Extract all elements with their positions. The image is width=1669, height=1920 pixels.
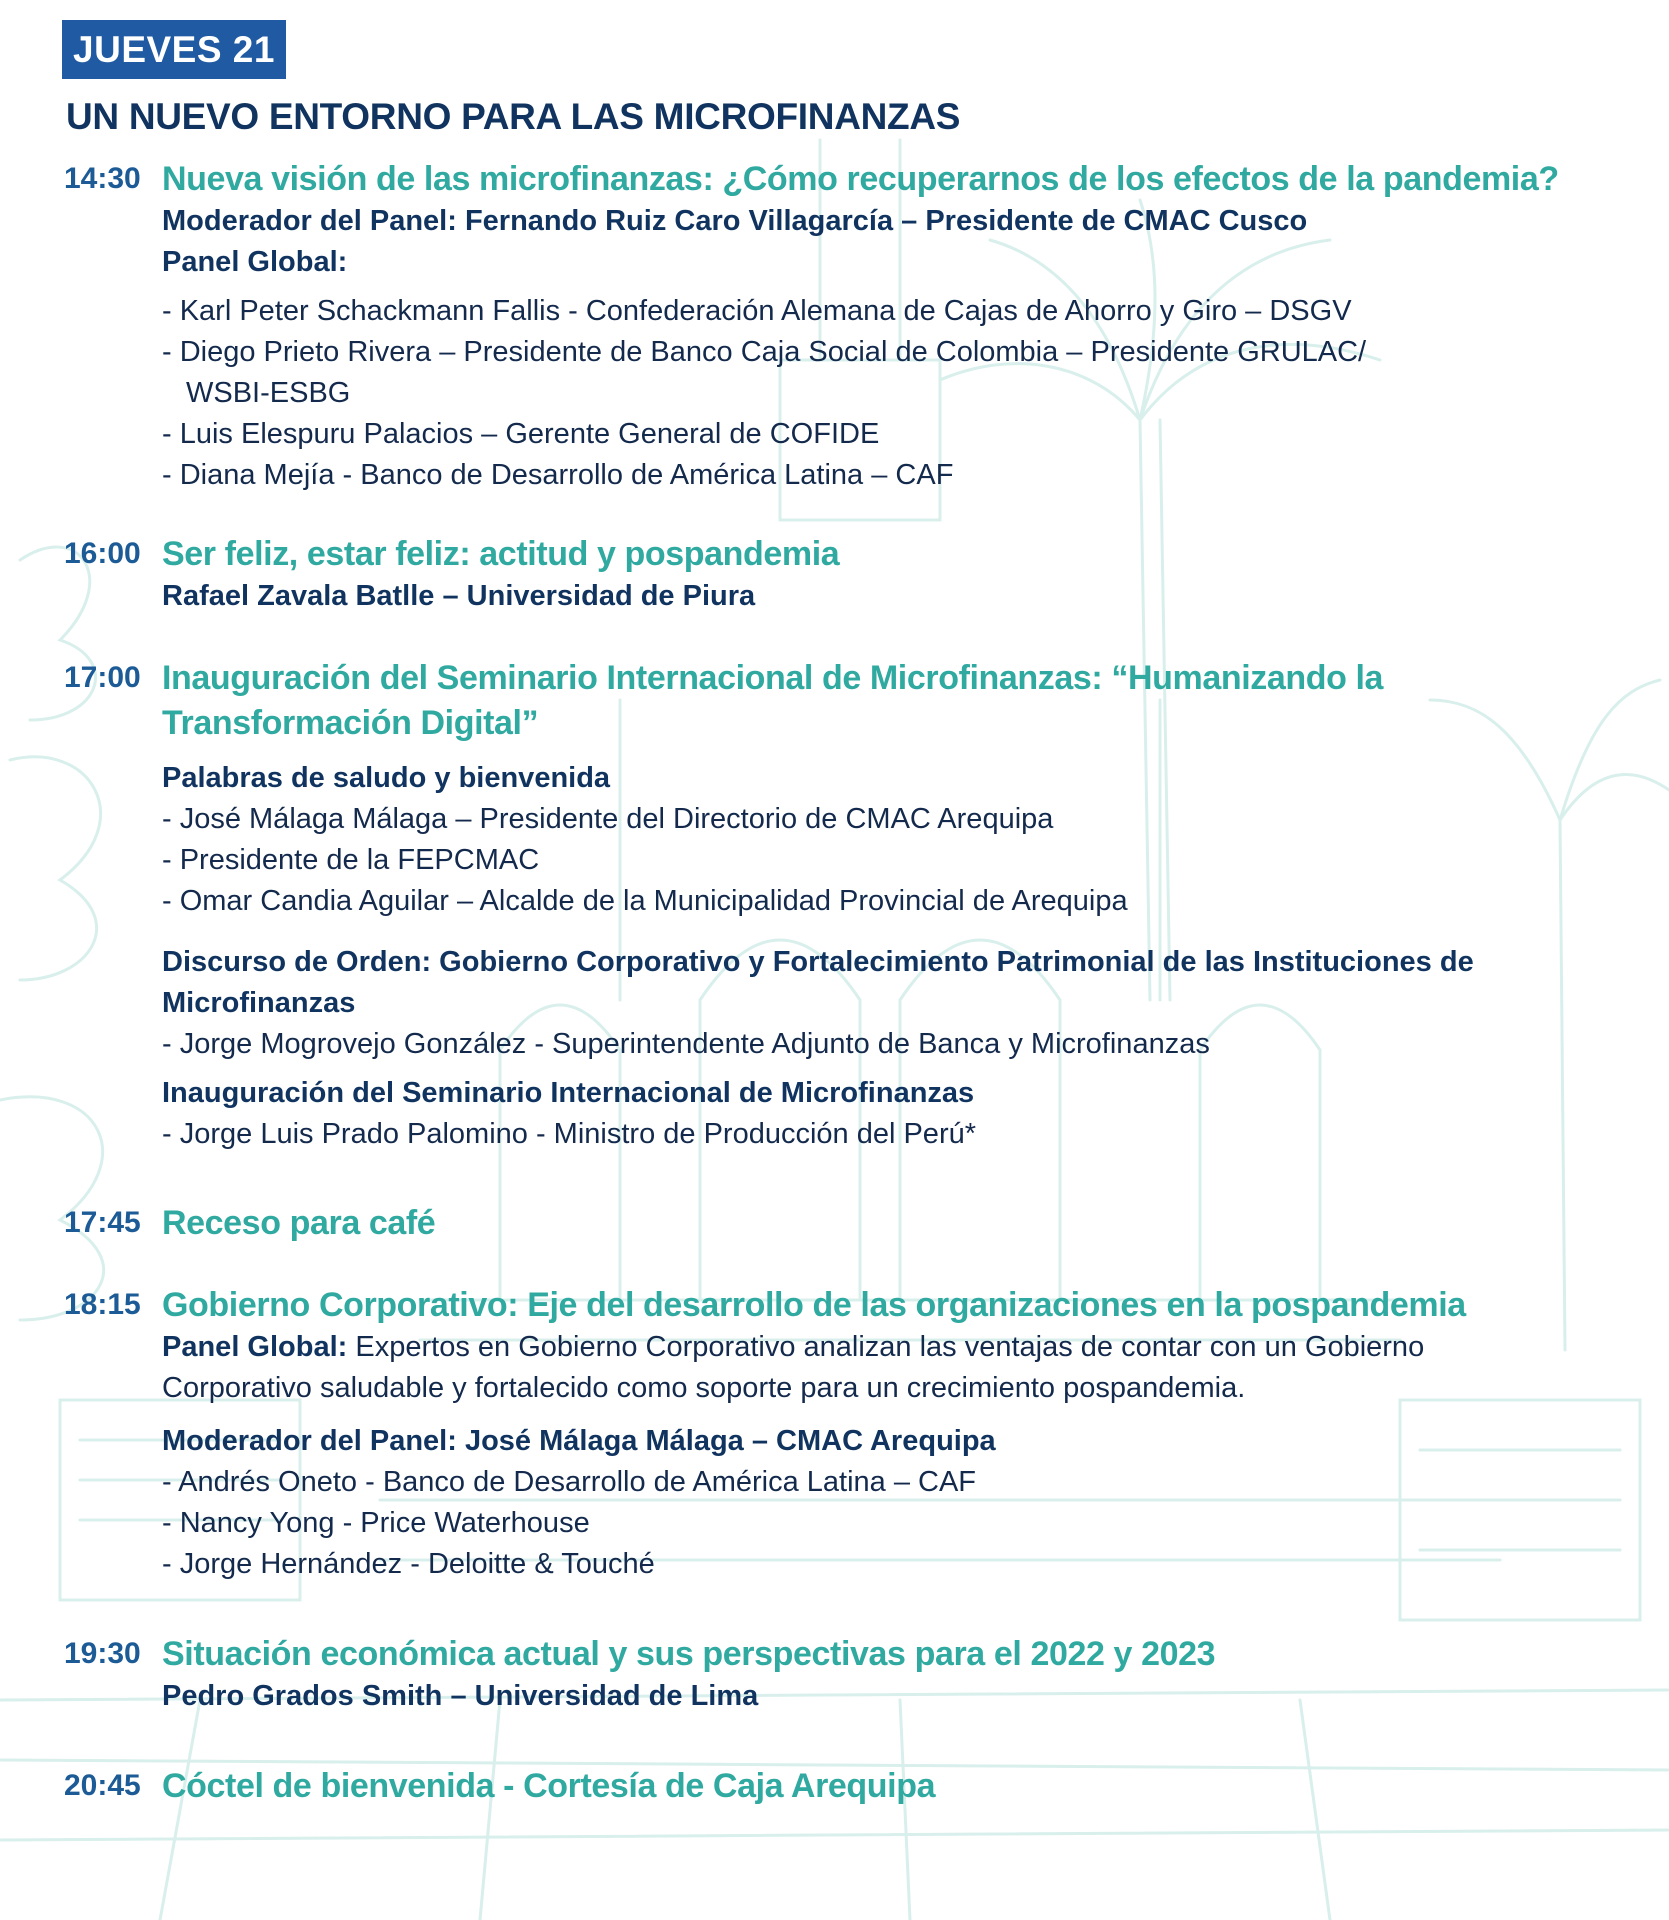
speech-heading: Discurso de Orden: Gobierno Corporativo y Fortalecimiento Patrimonial de las Instituciones de Microfinanzas: [162, 946, 1474, 1019]
session-time: 17:45: [64, 1206, 141, 1239]
panel-text: Expertos en Gobierno Corporativo analizan las ventajas de contar con un Gobierno Corporativo saludable y fortalecido como soporte para un crecimiento pospandemia.: [162, 1331, 1425, 1404]
session-time: 18:15: [64, 1288, 141, 1321]
speaker: - José Málaga Málaga – Presidente del Directorio de CMAC Arequipa: [162, 803, 1054, 835]
session-title: Gobierno Corporativo: Eje del desarrollo de las organizaciones en la pospandemia: [162, 1286, 1466, 1324]
panel-label: Panel Global:: [162, 246, 348, 278]
panel-description: [162, 1327, 1582, 1409]
speaker: - Diego Prieto Rivera – Presidente de Banco Caja Social de Colombia – Presidente GRULAC/: [162, 336, 1367, 368]
day-badge: JUEVES 21: [62, 20, 286, 79]
session-body: [162, 1283, 1642, 1585]
speaker: - Karl Peter Schackmann Fallis - Confederación Alemana de Cajas de Ahorro y Giro – DSGV: [162, 295, 1352, 327]
session-time: 20:45: [64, 1769, 141, 1802]
speaker: - Diana Mejía - Banco de Desarrollo de América Latina – CAF: [162, 459, 954, 491]
speaker: - Jorge Mogrovejo González - Superintendente Adjunto de Banca y Microfinanzas: [162, 1028, 1210, 1060]
greeting-heading: Palabras de saludo y bienvenida: [162, 762, 611, 794]
speaker: - Omar Candia Aguilar – Alcalde de la Municipalidad Provincial de Arequipa: [162, 885, 1128, 917]
session-time: 17:00: [64, 661, 141, 694]
session-time: 14:30: [64, 162, 141, 195]
speaker: - Andrés Oneto - Banco de Desarrollo de América Latina – CAF: [162, 1466, 977, 1498]
speaker: - Jorge Luis Prado Palomino - Ministro de Producción del Perú*: [162, 1118, 977, 1150]
speaker: Pedro Grados Smith – Universidad de Lima: [162, 1680, 759, 1712]
session-body: [162, 532, 1642, 617]
session-time: 16:00: [64, 537, 141, 570]
speaker: - Presidente de la FEPCMAC: [162, 844, 540, 876]
moderator: Moderador del Panel: José Málaga Málaga – CMAC Arequipa: [162, 1425, 996, 1457]
main-title: UN NUEVO ENTORNO PARA LAS MICROFINANZAS: [66, 96, 961, 137]
session-title: Ser feliz, estar feliz: actitud y pospandemia: [162, 535, 840, 573]
inauguration-heading: Inauguración del Seminario Internacional de Microfinanzas: [162, 1077, 975, 1109]
session-title: Inauguración del Seminario Internacional de Microfinanzas: “Humanizando la Transformación Digital”: [162, 659, 1384, 742]
speaker: - Nancy Yong - Price Waterhouse: [162, 1507, 590, 1539]
session-body: [162, 1201, 1642, 1245]
session-body: [162, 1632, 1642, 1717]
moderator: Moderador del Panel: Fernando Ruiz Caro Villagarcía – Presidente de CMAC Cusco: [162, 205, 1308, 237]
speaker-continued: WSBI-ESBG: [186, 377, 351, 409]
session-body: [162, 157, 1642, 496]
session-title: Nueva visión de las microfinanzas: ¿Cómo recuperarnos de los efectos de la pandemia?: [162, 160, 1559, 198]
panel-label: Panel Global:: [162, 1331, 348, 1363]
session-body: [162, 1764, 1642, 1808]
session-time: 19:30: [64, 1637, 141, 1670]
speaker: - Jorge Hernández - Deloitte & Touché: [162, 1548, 655, 1580]
session-title: Receso para café: [162, 1204, 436, 1242]
session-body: [162, 656, 1642, 1155]
session-title: Situación económica actual y sus perspectivas para el 2022 y 2023: [162, 1635, 1216, 1673]
speaker: - Luis Elespuru Palacios – Gerente General de COFIDE: [162, 418, 880, 450]
session-title: Cóctel de bienvenida - Cortesía de Caja Arequipa: [162, 1767, 936, 1805]
speaker: Rafael Zavala Batlle – Universidad de Piura: [162, 580, 756, 612]
